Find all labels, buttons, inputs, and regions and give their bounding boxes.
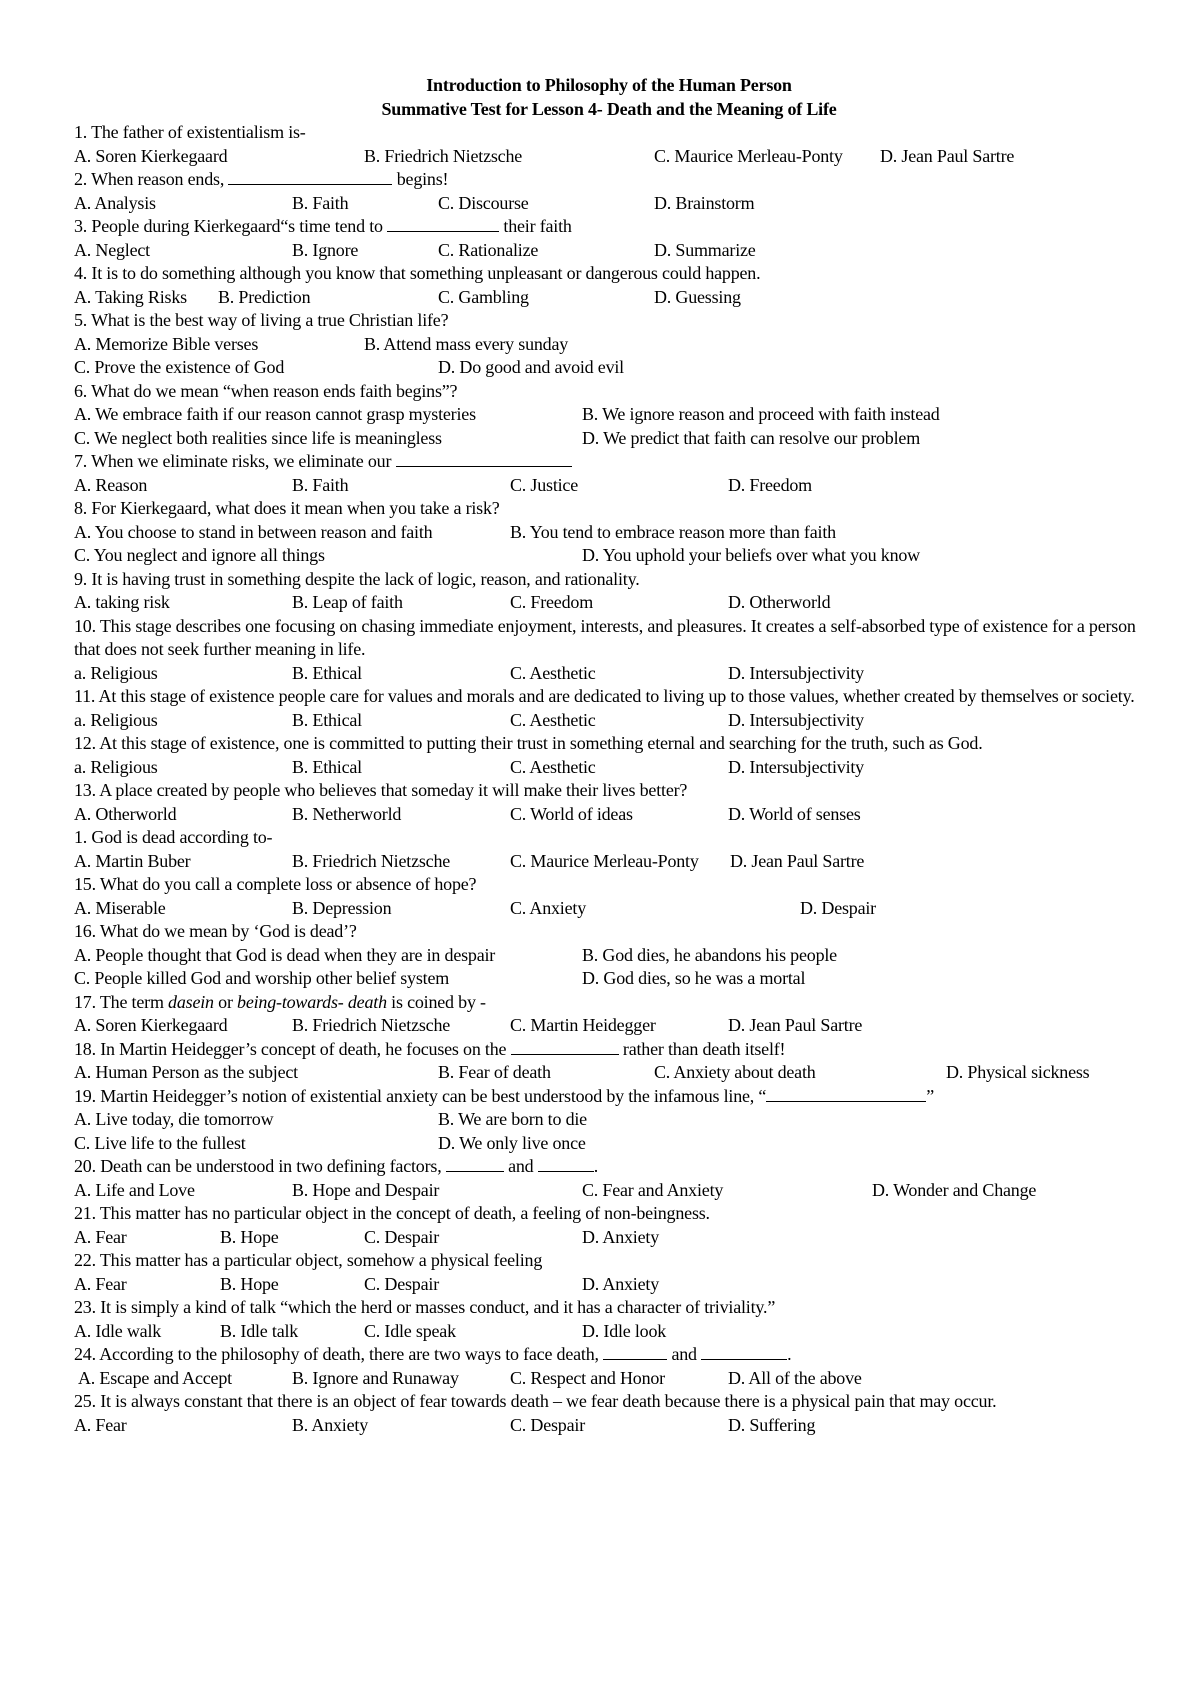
answer-row bbox=[74, 544, 1144, 568]
answer-row bbox=[74, 897, 1144, 921]
choice-b: B. Ethical bbox=[292, 709, 362, 730]
choice-a: A. Neglect bbox=[74, 239, 150, 260]
choice-a: A. Human Person as the subject bbox=[74, 1062, 298, 1082]
question-stem: 20. Death can be understood in two defining factors, and . bbox=[74, 1156, 599, 1176]
choice-a: A. We embrace faith if our reason cannot grasp mysteries bbox=[74, 404, 476, 424]
answer-row bbox=[74, 662, 1144, 686]
answer-row bbox=[74, 1273, 1144, 1297]
choice-b: B. Depression bbox=[292, 897, 392, 918]
choice-a: a. Religious bbox=[74, 662, 158, 683]
question-stem: 11. At this stage of existence people care for values and morals and are dedicated to living up to those values, whether created by themselves or society. bbox=[74, 686, 1135, 706]
answer-row bbox=[74, 239, 1144, 263]
choice-b: B. Ethical bbox=[292, 662, 362, 683]
question-stem: 3. People during Kierkegaard“s time tend to their faith bbox=[74, 216, 572, 236]
choice-a: A. Taking Risks bbox=[74, 286, 187, 307]
choice-b: B. Hope bbox=[220, 1273, 279, 1294]
answer-blank bbox=[538, 1156, 594, 1172]
choice-a: A. taking risk bbox=[74, 592, 170, 612]
choice-c: C. Anxiety about death bbox=[654, 1062, 816, 1082]
choice-d: D. Idle look bbox=[582, 1320, 667, 1341]
choice-c: C. Freedom bbox=[510, 592, 593, 612]
test-page bbox=[74, 74, 1144, 1437]
choice-c: C. Rationalize bbox=[438, 239, 539, 260]
answer-row bbox=[74, 967, 1144, 991]
choice-d: D. Jean Paul Sartre bbox=[730, 850, 865, 871]
choice-a: A. Soren Kierkegaard bbox=[74, 1015, 228, 1035]
choice-a: A. Otherworld bbox=[74, 803, 177, 824]
choice-b: B. Ignore and Runaway bbox=[292, 1367, 459, 1388]
document-subtitle: Summative Test for Lesson 4- Death and the Meaning of Life bbox=[381, 98, 837, 119]
answer-row bbox=[74, 1414, 1144, 1438]
answer-blank bbox=[511, 1039, 619, 1055]
choice-b: B. We ignore reason and proceed with faith instead bbox=[582, 404, 940, 424]
answer-row bbox=[74, 756, 1144, 780]
choice-a: A. Fear bbox=[74, 1414, 127, 1435]
question-stem: 13. A place created by people who believes that someday it will make their lives better? bbox=[74, 780, 688, 800]
answer-blank bbox=[228, 169, 392, 185]
answer-row bbox=[74, 145, 1144, 169]
question-stem: 15. What do you call a complete loss or absence of hope? bbox=[74, 874, 477, 894]
choice-b: B. Fear of death bbox=[438, 1062, 551, 1082]
choice-d: D. Physical sickness bbox=[946, 1062, 1090, 1082]
choice-b: B. Ethical bbox=[292, 756, 362, 777]
choice-c: C. Aesthetic bbox=[510, 756, 596, 777]
choice-b: B. Idle talk bbox=[220, 1320, 299, 1341]
answer-row bbox=[74, 1367, 1144, 1391]
choice-b: B. Ignore bbox=[292, 239, 359, 260]
choice-a: A. Soren Kierkegaard bbox=[74, 145, 228, 166]
question-stem: 6. What do we mean “when reason ends faith begins”? bbox=[74, 380, 458, 401]
choice-d: D. Freedom bbox=[728, 474, 812, 495]
choice-a: A. Reason bbox=[74, 474, 148, 495]
choice-a: A. Miserable bbox=[74, 897, 166, 918]
choice-c: C. Despair bbox=[364, 1226, 439, 1247]
answer-row bbox=[74, 1061, 1144, 1085]
choice-c: C. Anxiety bbox=[510, 897, 587, 918]
answer-row bbox=[74, 474, 1144, 498]
choice-c: C. Prove the existence of God bbox=[74, 357, 285, 377]
choice-a: A. Idle walk bbox=[74, 1320, 162, 1341]
choice-a: A. Escape and Accept bbox=[78, 1367, 232, 1388]
answer-blank bbox=[387, 216, 499, 232]
answer-row bbox=[74, 1132, 1144, 1156]
answer-row bbox=[74, 333, 1144, 357]
answer-row bbox=[74, 1179, 1144, 1203]
choice-b: B. Attend mass every sunday bbox=[364, 333, 569, 354]
answer-row bbox=[74, 521, 1144, 545]
question-stem: 1. The father of existentialism is- bbox=[74, 122, 306, 142]
choice-b: B. You tend to embrace reason more than faith bbox=[510, 521, 836, 542]
question-stem: 5. What is the best way of living a true Christian life? bbox=[74, 310, 449, 330]
answer-row bbox=[74, 944, 1144, 968]
question-stem: 18. In Martin Heidegger’s concept of death, he focuses on the rather than death itself! bbox=[74, 1038, 786, 1059]
choice-d: D. Despair bbox=[800, 897, 876, 918]
choice-c: C. Idle speak bbox=[364, 1320, 456, 1341]
choice-a: A. Fear bbox=[74, 1226, 127, 1247]
choice-c: C. Fear and Anxiety bbox=[582, 1179, 724, 1200]
choice-d: D. Jean Paul Sartre bbox=[880, 145, 1015, 166]
choice-a: A. People thought that God is dead when they are in despair bbox=[74, 944, 496, 965]
answer-row bbox=[74, 591, 1144, 615]
choice-b: B. Anxiety bbox=[292, 1414, 369, 1435]
answer-row bbox=[74, 1108, 1144, 1132]
choice-d: D. God dies, so he was a mortal bbox=[582, 968, 806, 988]
choice-b: B. God dies, he abandons his people bbox=[582, 944, 837, 965]
choice-d: D. Suffering bbox=[728, 1414, 816, 1435]
choice-d: D. All of the above bbox=[728, 1367, 862, 1388]
choice-c: C. Despair bbox=[364, 1273, 439, 1294]
choice-b: B. Friedrich Nietzsche bbox=[364, 145, 523, 166]
choice-c: C. You neglect and ignore all things bbox=[74, 545, 325, 565]
choice-b: B. Faith bbox=[292, 192, 349, 213]
choice-b: B. Leap of faith bbox=[292, 592, 403, 612]
choice-d: D. World of senses bbox=[728, 803, 861, 824]
choice-c: C. Maurice Merleau-Ponty bbox=[654, 145, 843, 166]
choice-a: A. Martin Buber bbox=[74, 850, 191, 871]
choice-c: C. Martin Heidegger bbox=[510, 1015, 656, 1035]
choice-d: D. Guessing bbox=[654, 286, 741, 307]
choice-d: D. Anxiety bbox=[582, 1226, 659, 1247]
choice-d: D. Jean Paul Sartre bbox=[728, 1015, 863, 1035]
answer-row bbox=[74, 1320, 1144, 1344]
choice-c: C. Aesthetic bbox=[510, 662, 596, 683]
choice-d: D. Otherworld bbox=[728, 592, 831, 612]
choice-c: C. Justice bbox=[510, 474, 578, 495]
choice-a: A. Live today, die tomorrow bbox=[74, 1109, 274, 1129]
choice-c: C. Respect and Honor bbox=[510, 1367, 665, 1388]
answer-row bbox=[74, 286, 1144, 310]
question-stem: 17. The term dasein or being-towards- death is coined by - bbox=[74, 991, 486, 1012]
choice-b: B. Hope and Despair bbox=[292, 1179, 440, 1200]
answer-row bbox=[74, 403, 1144, 427]
choice-d: D. Wonder and Change bbox=[872, 1179, 1037, 1200]
choice-c: C. Aesthetic bbox=[510, 709, 596, 730]
choice-c: C. Despair bbox=[510, 1414, 585, 1435]
answer-row bbox=[74, 803, 1144, 827]
question-stem: 2. When reason ends, begins! bbox=[74, 169, 449, 189]
answer-blank bbox=[446, 1156, 504, 1172]
question-stem: 7. When we eliminate risks, we eliminate our bbox=[74, 450, 1144, 474]
answer-blank bbox=[766, 1086, 926, 1102]
choice-d: D. Intersubjectivity bbox=[728, 756, 864, 777]
answer-row bbox=[74, 1014, 1144, 1038]
answer-row bbox=[74, 192, 1144, 216]
question-stem: 23. It is simply a kind of talk “which the herd or masses conduct, and it has a character of triviality.” bbox=[74, 1297, 776, 1317]
choice-c: C. Live life to the fullest bbox=[74, 1132, 246, 1153]
choice-c: C. Maurice Merleau-Ponty bbox=[510, 850, 699, 871]
question-stem: 8. For Kierkegaard, what does it mean when you take a risk? bbox=[74, 498, 500, 518]
question-stem: 16. What do we mean by ‘God is dead’? bbox=[74, 921, 357, 941]
choice-a: A. Fear bbox=[74, 1273, 127, 1294]
choice-b: B. We are born to die bbox=[438, 1109, 587, 1129]
question-stem: 4. It is to do something although you know that something unpleasant or dangerous could happen. bbox=[74, 263, 761, 283]
answer-row bbox=[74, 356, 1144, 380]
choice-d: D. Summarize bbox=[654, 239, 756, 260]
choice-d: D. Anxiety bbox=[582, 1273, 659, 1294]
question-stem: 21. This matter has no particular object in the concept of death, a feeling of non-beingness. bbox=[74, 1203, 710, 1223]
choice-b: B. Friedrich Nietzsche bbox=[292, 1015, 451, 1035]
choice-d: D. Brainstorm bbox=[654, 192, 755, 213]
choice-d: D. Do good and avoid evil bbox=[438, 357, 624, 377]
answer-blank bbox=[396, 451, 572, 467]
answer-row bbox=[74, 1226, 1144, 1250]
question-stem: 9. It is having trust in something despite the lack of logic, reason, and rationality. bbox=[74, 568, 640, 589]
choice-d: D. Intersubjectivity bbox=[728, 709, 864, 730]
answer-blank bbox=[603, 1344, 667, 1360]
question-stem: 24. According to the philosophy of death, there are two ways to face death, and . bbox=[74, 1344, 792, 1364]
choice-b: B. Faith bbox=[292, 474, 349, 495]
choice-a: A. Life and Love bbox=[74, 1179, 195, 1200]
question-stem: 10. This stage describes one focusing on chasing immediate enjoyment, interests, and pleasures. It creates a self-absorbed type of existence for a person that does not seek further meaning in life. bbox=[74, 615, 1136, 659]
choice-a: A. You choose to stand in between reason and faith bbox=[74, 521, 433, 542]
answer-row bbox=[74, 427, 1144, 451]
choice-d: D. We predict that faith can resolve our problem bbox=[582, 427, 920, 448]
answer-blank bbox=[701, 1344, 787, 1360]
choice-d: D. We only live once bbox=[438, 1132, 586, 1153]
question-stem: 22. This matter has a particular object, somehow a physical feeling bbox=[74, 1250, 543, 1270]
question-stem: 19. Martin Heidegger’s notion of existential anxiety can be best understood by the infamous line, “ ” bbox=[74, 1085, 934, 1106]
choice-c: C. Discourse bbox=[438, 192, 529, 213]
choice-a: a. Religious bbox=[74, 709, 158, 730]
answer-row bbox=[74, 709, 1144, 733]
choice-b: B. Prediction bbox=[218, 286, 311, 307]
choice-a: A. Analysis bbox=[74, 192, 156, 213]
choice-c: C. We neglect both realities since life is meaningless bbox=[74, 427, 442, 448]
choice-b: B. Hope bbox=[220, 1226, 279, 1247]
choice-b: B. Netherworld bbox=[292, 803, 402, 824]
question-stem: 1. God is dead according to- bbox=[74, 827, 273, 847]
choice-d: D. You uphold your beliefs over what you know bbox=[582, 545, 920, 565]
choice-b: B. Friedrich Nietzsche bbox=[292, 850, 451, 871]
choice-a: A. Memorize Bible verses bbox=[74, 333, 259, 354]
answer-row bbox=[74, 850, 1144, 874]
choice-c: C. People killed God and worship other belief system bbox=[74, 968, 450, 988]
question-stem: 12. At this stage of existence, one is committed to putting their trust in something eternal and searching for the truth, such as God. bbox=[74, 733, 983, 753]
document-title: Introduction to Philosophy of the Human Person bbox=[426, 75, 792, 95]
choice-c: C. Gambling bbox=[438, 286, 529, 307]
choice-a: a. Religious bbox=[74, 756, 158, 777]
question-stem: 25. It is always constant that there is an object of fear towards death – we fear death because there is a physical pain that may occur. bbox=[74, 1391, 997, 1411]
choice-c: C. World of ideas bbox=[510, 803, 633, 824]
choice-d: D. Intersubjectivity bbox=[728, 662, 864, 683]
